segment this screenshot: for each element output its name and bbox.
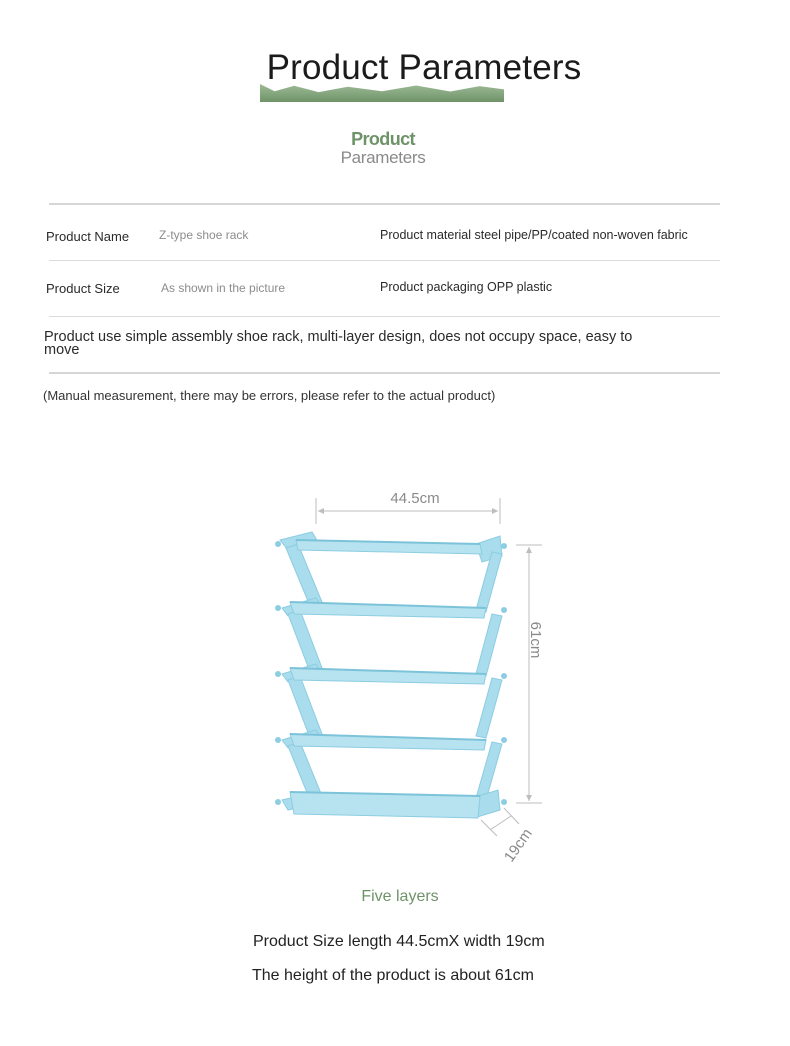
section-logo bbox=[300, 130, 466, 167]
layers-caption: Five layers bbox=[361, 888, 439, 905]
height-label: 61cm bbox=[527, 621, 544, 659]
product-size-label: Product Size bbox=[46, 281, 120, 296]
width-dimension bbox=[316, 490, 500, 524]
measurement-note: (Manual measurement, there may be errors, please refer to the actual product) bbox=[43, 388, 496, 403]
product-packaging: Product packaging OPP plastic bbox=[380, 280, 553, 294]
table-divider-1 bbox=[49, 260, 720, 261]
depth-label: 19cm bbox=[500, 825, 536, 866]
table-divider-2 bbox=[49, 316, 720, 317]
shelf-4 bbox=[290, 734, 486, 750]
width-label: 44.5cm bbox=[390, 490, 440, 507]
shoe-rack-diagram bbox=[260, 480, 560, 880]
table-divider-bottom bbox=[49, 372, 720, 374]
height-dimension bbox=[516, 545, 544, 803]
logo-line-1: Product bbox=[351, 129, 415, 149]
shelves bbox=[290, 540, 486, 818]
product-usage bbox=[44, 331, 664, 357]
product-material: Product material steel pipe/PP/coated non-woven fabric bbox=[380, 228, 688, 242]
shelf-3 bbox=[290, 668, 486, 684]
product-usage-line-2: move bbox=[44, 342, 80, 358]
shelf-5 bbox=[290, 792, 480, 818]
logo-line-2: Parameters bbox=[340, 148, 426, 167]
title-block bbox=[0, 48, 790, 108]
size-caption: Product Size length 44.5cmX width 19cm bbox=[253, 933, 545, 950]
shelf-1 bbox=[296, 540, 482, 554]
product-size-value: As shown in the picture bbox=[161, 281, 286, 295]
shelf-2 bbox=[290, 602, 486, 618]
table-divider-top bbox=[49, 203, 720, 205]
product-usage-line-1: Product use simple assembly shoe rack, multi-layer design, does not occupy space, easy to bbox=[44, 329, 633, 345]
page-title: Product Parameters bbox=[266, 48, 582, 87]
product-name-value: Z-type shoe rack bbox=[159, 228, 249, 242]
depth-dimension bbox=[481, 808, 536, 865]
height-caption: The height of the product is about 61cm bbox=[252, 967, 534, 984]
product-name-label: Product Name bbox=[46, 229, 130, 244]
